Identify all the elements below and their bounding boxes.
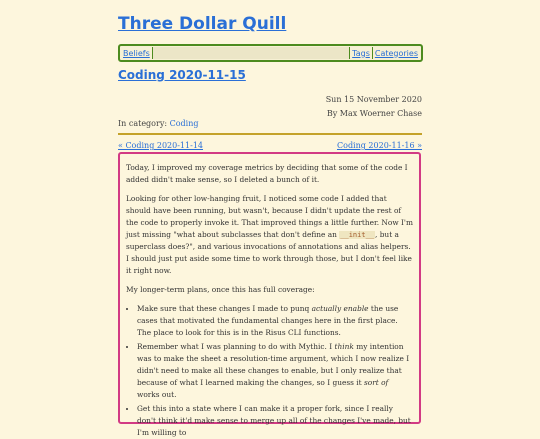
top-nav: [118, 44, 423, 62]
paragraph-2: [126, 193, 413, 277]
list-item-1-emphasis: actually enable: [311, 304, 369, 313]
list-item-2-text-b: my intention was to make the sheet a resolution-time argument, which I now realize I didn't need to make all these changes to enable, but I only realize that because of what I learned making the changes, so I guess it: [137, 342, 410, 387]
list-item-2-text-c: works out.: [137, 390, 177, 399]
list-item-2-text-a: Remember what I was planning to do with Mythic. I: [137, 342, 335, 351]
nav-tags-link[interactable]: Tags: [352, 48, 370, 58]
category-prefix: In category:: [118, 119, 168, 128]
list-item: • Get this into a state where I can make it a proper fork, since I really don't think it'd make sense to merge up all of the changes I've made, but I'm willing to: [137, 403, 413, 439]
divider-rule: [118, 133, 422, 135]
nav-categories-link[interactable]: Categories: [374, 48, 418, 58]
list-item-1-text-b: the use cases that motivated the fundamental changes here in the first place. The place to look for this is in the Risus CLI functions.: [137, 304, 399, 337]
list-item-1-text-a: Make sure that these changes I made to punq: [137, 304, 312, 313]
nav-spacer: [153, 47, 349, 59]
post-content: [118, 152, 421, 437]
paragraph-2-text-b: , but a superclass does?", and various invocations of annotations and alias helpers. I should just put aside some time to work through those, but I don't feel like it right now.: [126, 230, 412, 275]
category-link[interactable]: Coding: [169, 119, 199, 128]
plans-list: [126, 303, 413, 439]
paragraph-1: Today, I improved my coverage metrics by deciding that some of the code I added didn't make sense, so I deleted a bunch of it.: [126, 163, 408, 184]
nav-beliefs-link[interactable]: Beliefs: [123, 48, 150, 58]
post-date: Sun 15 November 2020: [325, 95, 422, 104]
next-post-link[interactable]: Coding 2020-11-16 »: [337, 141, 422, 150]
previous-post-link[interactable]: « Coding 2020-11-14: [118, 141, 203, 150]
list-item: [137, 341, 413, 401]
post-category: [118, 119, 198, 128]
paragraph-2-text-a: Looking for other low-hanging fruit, I noticed some code I added that should have been running, but wasn't, because I didn't update the rest of the code to properly invoke it. That improved things a little further. Now I'm just missing "what about subclasses that don't define an: [126, 194, 413, 239]
post-author: By Max Woerner Chase: [326, 109, 422, 118]
paragraph-3: My longer-term plans, once this has full coverage:: [126, 285, 315, 294]
inline-code: __init__: [340, 231, 374, 239]
list-item-2-emphasis-2: sort of: [363, 378, 389, 387]
list-item: [137, 303, 413, 339]
post-title-link[interactable]: Coding 2020-11-15: [118, 68, 246, 82]
site-title-link[interactable]: Three Dollar Quill: [118, 14, 287, 34]
list-item-2-emphasis: think: [334, 342, 354, 351]
